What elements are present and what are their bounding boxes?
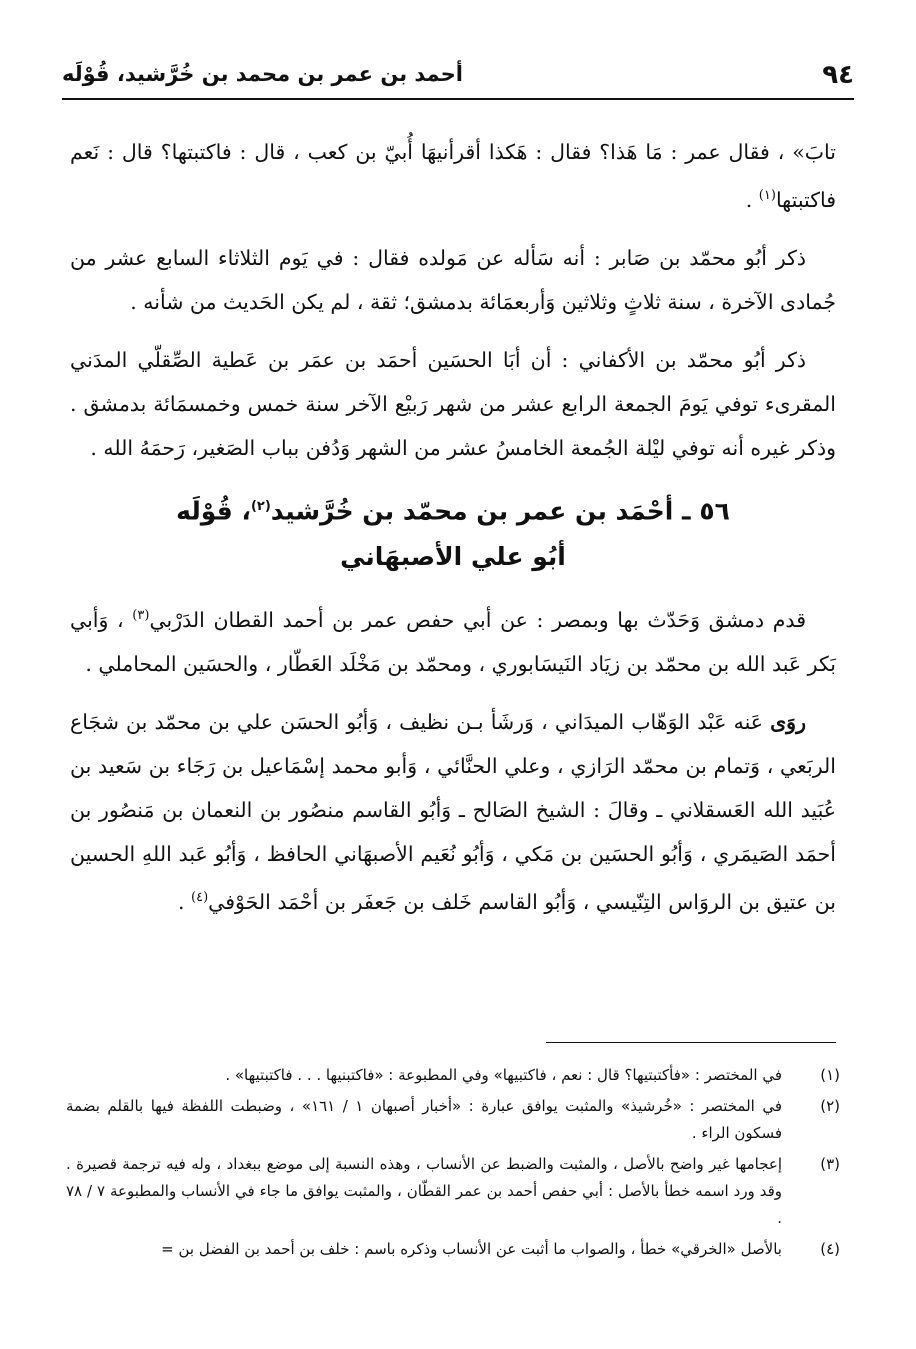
footnote-number: (٣)	[820, 1155, 840, 1173]
paragraph-text-tail: .	[177, 889, 192, 914]
footnote-separator	[546, 1042, 836, 1043]
footnote-number: (١)	[820, 1066, 840, 1084]
footnote-ref: (٢)	[250, 498, 271, 514]
footnote	[66, 1151, 840, 1232]
page-number: ٩٤	[822, 60, 854, 90]
paragraph	[70, 594, 836, 686]
footnote-text: في المختصر : «خُرشيذ» والمثبت يوافق عبارة : «أخبار أصبهان ١ / ١٦١» ، وضبطت اللفظة فيها بالقلم بضمة فسكون الراء .	[66, 1097, 782, 1142]
paragraph-text: تابَ» ، فقال عمر : مَا هَذا؟ فقال : هَكذا أقرأنيهَا أُبيّ بن كعب ، قال : فاكتبتها؟ قال : نَعم فاكتبتها	[70, 140, 836, 212]
paragraph-text-tail: ، وَأبي بَكر عَبد الله بن محمّد بن زيَاد النَيسَابوري ، ومحمّد بن مَخْلَد العَطّار ، والحسَين المحاملي .	[70, 607, 836, 676]
paragraph	[70, 236, 836, 324]
paragraph-text: ذكر أبُو محمّد بن صَابر : أنه سَأله عن مَولده فقال : في يَوم الثلاثاء السابع عشر من جُمادى الآخرة ، سنة ثلاثٍ وثلاثين وَأربعمَائة بدمشق؛ ثقة ، لم يكن الحَديث من شأنه .	[70, 245, 836, 314]
entry-title-main: ٥٦ ـ أحْمَد بن عمر بن محمّد بن خُرَّشيد	[270, 496, 730, 526]
entry-heading	[70, 484, 836, 580]
paragraph-lead-word: روَى	[770, 709, 806, 734]
page-header	[62, 52, 854, 100]
main-text	[70, 130, 836, 938]
footnotes	[66, 1062, 840, 1267]
paragraph-text-tail: .	[745, 187, 759, 212]
footnote-ref: (١)	[758, 188, 776, 203]
footnote-text: بالأصل «الخرقي» خطأ ، والصواب ما أثبت عن الأنساب وذكره باسم : خلف بن أحمد بن الفضل بن =	[161, 1240, 782, 1258]
footnote-ref: (٤)	[191, 889, 209, 905]
paragraph	[70, 130, 836, 222]
paragraph-text: عَنه عَبْد الوَهّاب الميدَاني ، وَرشَأ بـن نظيف ، وَأبُو الحسَن علي بن محمّد بن شجَاع الربَعي ، وَتمام بن محمّد الرَازي ، وعلي الحنَّائي ، وَأبو محمد إسْمَاعيل بن رَجَاء بن سَعيد بن عُبَيد الله العَسقلاني ـ وقالَ : الشيخ الصَالح ـ وَأبُو القاسم منصُور بن النعمان بن مَنصُور بن أحمَد الصَيمَري ، وَأبُو الحسَين بن مَكي ، وَأبُو نُعَيم الأصبهَاني الحافظ ، وَأبُو عَبد اللهِ الحسين بن عتيق بن الروَاس التِنّيسي ، وَأبُو القاسم خَلف بن جَعفَر بن أحْمَد الحَوْفي	[70, 709, 836, 914]
entry-title-tail: ، قُوْلَه	[176, 496, 251, 526]
paragraph-text: ذكر أبُو محمّد بن الأكفاني : أن أبَا الحسَين أحمَد بن عمَر بن عَطية الصِّقلّي المدَني المقرىء توفي يَومَ الجمعة الرابع عشر من شهر رَبيْع الآخر سنة خمس وخمسمَائة بدمشق . وذكر غيره أنه توفي ليْلة الجُمعة الخامسُ عشر من الشهر وَدُفن بباب الصَغير، رَحمَهُ الله .	[70, 347, 836, 460]
entry-heading-line-2: أبُو علي الأصبهَاني	[340, 542, 566, 572]
footnote	[66, 1093, 840, 1147]
footnote-ref: (٣)	[132, 608, 150, 624]
footnote	[66, 1236, 840, 1263]
footnote-text: في المختصر : «فأكتبتيها؟ قال : نعم ، فاكتبيها» وفي المطبوعة : «فاكتبنيها . . . فاكتبتيها» .	[225, 1066, 782, 1084]
paragraph	[70, 700, 836, 924]
footnote-number: (٤)	[820, 1240, 840, 1258]
footnote-number: (٢)	[820, 1097, 840, 1115]
footnote	[66, 1062, 840, 1089]
entry-heading-line-1	[70, 484, 836, 534]
paragraph	[70, 338, 836, 470]
running-head: أحمد بن عمر بن محمد بن خُرَّشيد، قُوْلَه	[62, 62, 463, 86]
footnote-text: إعجامها غير واضح بالأصل ، والمثبت والضبط عن الأنساب ، وهذه النسبة إلى موضع ببغداد ، وله فيه ترجمة قصيرة . وقد ورد اسمه خطأ بالأصل : أبي حفص أحمد بن عمر القطّان ، والمثبت يوافق ما جاء في الأنساب والمطبوعة ٧ / ٧٨ .	[66, 1155, 783, 1227]
paragraph-text: قدم دمشق وَحَدّث بها وبمصر : عن أبي حفص عمر بن أحمد القطان الدَرْبي	[149, 607, 806, 632]
